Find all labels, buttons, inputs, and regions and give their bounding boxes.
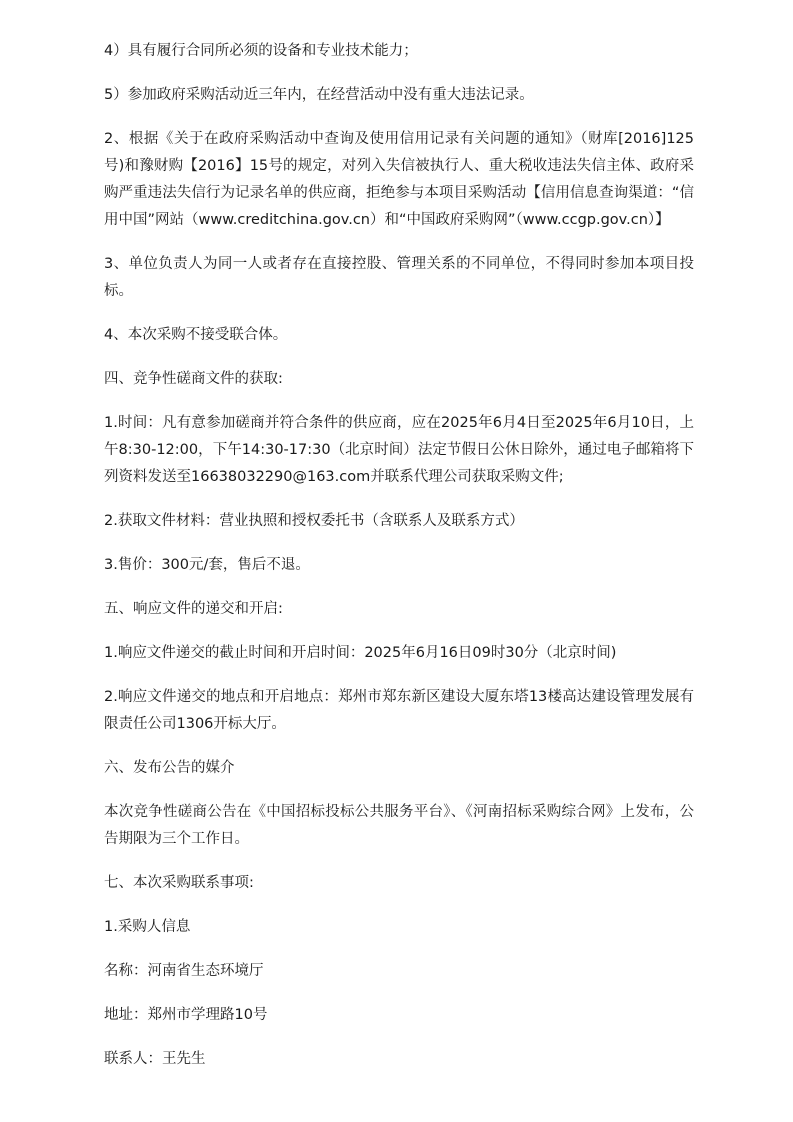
purchaser-info-heading: 1.采购人信息 (104, 919, 191, 935)
document-page (104, 38, 694, 1090)
document-price: 3.售价：300元/套，售后不退。 (104, 557, 310, 573)
same-principal-clause: 3、单位负责人为同一人或者存在直接控股、管理关系的不同单位，不得同时参加本项目投标。 (104, 256, 694, 299)
requirement-4: 4）具有履行合同所必须的设备和专业技术能力； (104, 43, 418, 59)
submission-location: 2.响应文件递交的地点和开启地点：郑州市郑东新区建设大厦东塔13楼高达建设管理发展有限责任公司1306开标大厅。 (104, 689, 694, 732)
credit-record-clause: 2、根据《关于在政府采购活动中查询及使用信用记录有关问题的通知》（财库[2016]125号)和豫财购【2016】15号的规定，对列入失信被执行人、重大税收违法失信主体、政府采购严重违法失信行为记录名单的供应商，拒绝参与本项目采购活动【信用信息查询渠道：“信用中国”网站（www.creditchina.gov.cn）和“中国政府采购网”（www.ccgp.gov.cn）】 (104, 131, 694, 228)
purchaser-contact: 联系人：王先生 (104, 1051, 206, 1067)
section-heading-5: 五、响应文件的递交和开启: (104, 601, 283, 617)
document-acquisition-time: 1.时间：凡有意参加磋商并符合条件的供应商，应在2025年6月4日至2025年6月10日，上午8:30-12:00，下午14:30-17:30（北京时间）法定节假日公休日除外，通过电子邮箱将下列资料发送至16638032290@163.com并联系代理公司获取采购文件; (104, 415, 694, 485)
section-heading-6: 六、发布公告的媒介 (104, 760, 235, 776)
purchaser-name: 名称：河南省生态环境厅 (104, 963, 264, 979)
section-heading-4: 四、竞争性磋商文件的获取: (104, 371, 283, 387)
requirement-5: 5）参加政府采购活动近三年内，在经营活动中没有重大违法记录。 (104, 87, 534, 103)
publication-media: 本次竞争性磋商公告在《中国招标投标公共服务平台》、《河南招标采购综合网》上发布，公告期限为三个工作日。 (104, 804, 694, 847)
purchaser-address: 地址：郑州市学理路10号 (104, 1007, 268, 1023)
section-heading-7: 七、本次采购联系事项: (104, 875, 254, 891)
no-consortium-clause: 4、本次采购不接受联合体。 (104, 327, 288, 343)
submission-deadline: 1.响应文件递交的截止时间和开启时间：2025年6月16日09时30分（北京时间) (104, 645, 617, 661)
document-acquisition-materials: 2.获取文件材料：营业执照和授权委托书（含联系人及联系方式） (104, 513, 524, 529)
